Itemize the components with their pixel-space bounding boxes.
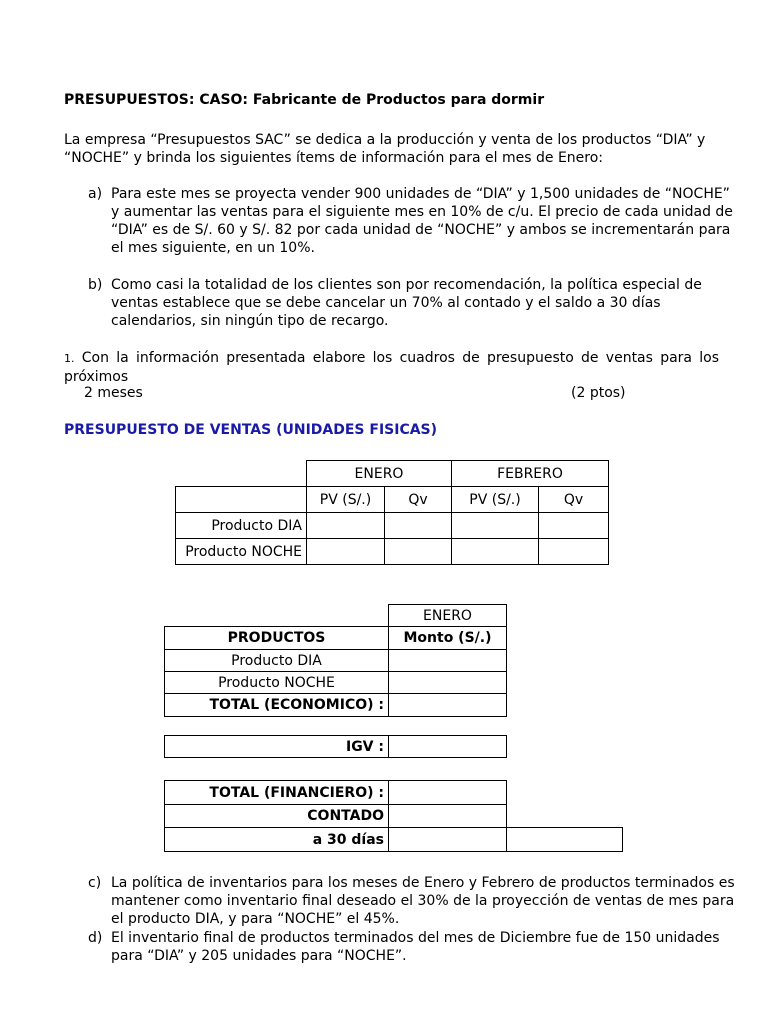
table-row: [165, 605, 507, 627]
item-a-text: [111, 185, 733, 257]
title-rest: Fabricante de Productos para dormir: [248, 92, 545, 108]
igv-label: IGV :: [165, 736, 389, 758]
table-row: [176, 513, 609, 539]
table-row: [165, 736, 507, 758]
plazo-label: a 30 días: [165, 828, 389, 852]
table-row: [165, 805, 623, 828]
row-label: Producto NOCHE: [176, 539, 307, 565]
item-c-line: La política de inventarios para los meses de Enero y Febrero de productos terminados es: [111, 875, 735, 891]
item-c-marker: c): [88, 875, 102, 891]
column-header: Qv: [385, 487, 452, 513]
empty-cell: [165, 605, 389, 627]
item-b-line: Como casi la totalidad de los clientes son por recomendación, la política especial de: [111, 277, 702, 293]
title-lead: PRESUPUESTOS: CASO:: [64, 92, 249, 108]
input-cell[interactable]: [389, 736, 507, 758]
input-cell[interactable]: [385, 513, 452, 539]
item-d-marker: d): [88, 930, 103, 946]
item-b-text: [111, 276, 702, 330]
item-a-line: Para este mes se proyecta vender 900 unidades de “DIA” y 1,500 unidades de “NOCHE”: [111, 186, 730, 202]
input-cell[interactable]: [389, 672, 507, 694]
item-b-marker: b): [88, 277, 103, 293]
item-b-line: ventas establece que se debe cancelar un 70% al contado y el saldo a 30 días: [111, 295, 661, 311]
input-cell[interactable]: [389, 694, 507, 717]
item-a-line: “DIA” es de S/. 60 y S/. 82 por cada unidad de “NOCHE” y ambos se incrementarán para: [111, 222, 731, 238]
input-cell[interactable]: [385, 539, 452, 565]
item-d-text: [111, 929, 720, 965]
item-c-text: [111, 874, 735, 928]
table-row: [176, 539, 609, 565]
table-row: [176, 461, 609, 487]
total-label: TOTAL (FINANCIERO) :: [165, 781, 389, 805]
table-row: [165, 650, 507, 672]
column-header: PV (S/.): [307, 487, 385, 513]
table-row: [165, 828, 623, 852]
row-label: Producto NOCHE: [165, 672, 389, 694]
question-1: [64, 349, 719, 386]
sales-amount-table: [164, 604, 507, 717]
question-number: 1.: [64, 352, 75, 365]
item-a-line: y aumentar las ventas para el siguiente mes en 10% de c/u. El precio de cada unidad de: [111, 204, 733, 220]
table-row: [165, 627, 507, 650]
table-row: [165, 672, 507, 694]
table-row: [165, 781, 623, 805]
input-cell[interactable]: [307, 539, 385, 565]
input-cell[interactable]: [389, 805, 507, 828]
question-points: (2 ptos): [571, 385, 626, 401]
empty-cell: [176, 487, 307, 513]
input-cell[interactable]: [452, 513, 539, 539]
input-cell[interactable]: [539, 513, 609, 539]
section-heading: PRESUPUESTO DE VENTAS (UNIDADES FISICAS): [64, 422, 438, 438]
item-c-line: mantener como inventario final deseado el 30% de la proyección de ventas de mes para: [111, 893, 735, 909]
month-header: ENERO: [389, 605, 507, 627]
input-cell[interactable]: [389, 828, 507, 852]
input-cell[interactable]: [389, 650, 507, 672]
column-header: PRODUCTOS: [165, 627, 389, 650]
question-line-2: próximos: [64, 369, 129, 385]
question-line-1: 1. Con la información presentada elabore los cuadros de presupuesto de ventas para los: [64, 350, 719, 366]
item-c-line: el producto DIA, y para “NOCHE” el 45%.: [111, 911, 400, 927]
column-header: Qv: [539, 487, 609, 513]
igv-table: [164, 735, 507, 758]
month-header: ENERO: [307, 461, 452, 487]
column-header: PV (S/.): [452, 487, 539, 513]
financial-total-table: [164, 780, 623, 852]
item-d-line: El inventario final de productos terminados del mes de Diciembre fue de 150 unidades: [111, 930, 720, 946]
question-months: 2 meses: [84, 385, 143, 401]
item-d-line: para “DIA” y 205 unidades para “NOCHE”.: [111, 948, 407, 964]
intro-line: “NOCHE” y brinda los siguientes ítems de información para el mes de Enero:: [64, 150, 604, 166]
contado-label: CONTADO: [165, 805, 389, 828]
intro-line: La empresa “Presupuestos SAC” se dedica a la producción y venta de los productos “DIA” y: [64, 132, 706, 148]
document-title: [64, 91, 544, 109]
month-header: FEBRERO: [452, 461, 609, 487]
empty-cell: [176, 461, 307, 487]
intro-paragraph: [64, 131, 704, 167]
empty-cell: [507, 781, 623, 805]
input-cell[interactable]: [452, 539, 539, 565]
row-label: Producto DIA: [176, 513, 307, 539]
table-row: [176, 487, 609, 513]
empty-cell: [507, 805, 623, 828]
table-row: [165, 694, 507, 717]
column-header: Monto (S/.): [389, 627, 507, 650]
input-cell[interactable]: [307, 513, 385, 539]
item-a-marker: a): [88, 186, 103, 202]
row-label: Producto DIA: [165, 650, 389, 672]
sales-units-table: [175, 460, 609, 565]
input-cell[interactable]: [389, 781, 507, 805]
total-label: TOTAL (ECONOMICO) :: [165, 694, 389, 717]
item-a-line: el mes siguiente, en un 10%.: [111, 240, 315, 256]
item-b-line: calendarios, sin ningún tipo de recargo.: [111, 313, 389, 329]
input-cell[interactable]: [507, 828, 623, 852]
input-cell[interactable]: [539, 539, 609, 565]
